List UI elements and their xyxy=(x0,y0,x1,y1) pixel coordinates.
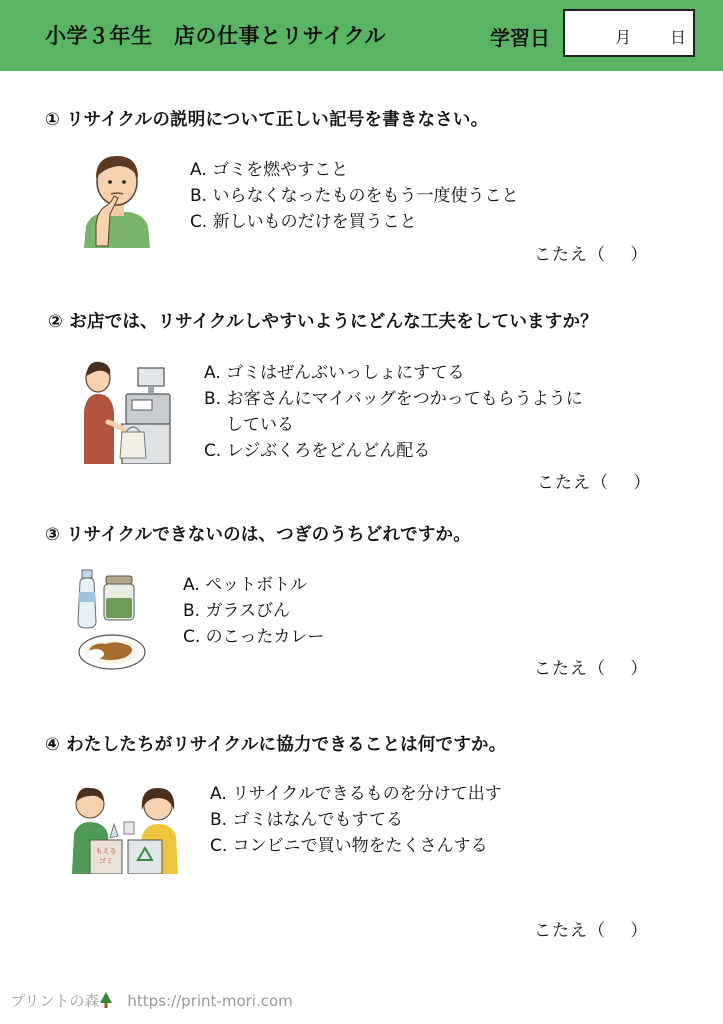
option-a: A. ペットボトル xyxy=(183,575,308,595)
question-4-answer[interactable]: こたえ（ ） xyxy=(534,921,649,941)
option-b: B. ガラスびん xyxy=(183,601,290,621)
svg-text:もえる: もえる xyxy=(95,847,117,855)
date-input-box[interactable] xyxy=(563,9,695,57)
question-1-answer[interactable]: こたえ（ ） xyxy=(534,245,649,265)
question-2-options xyxy=(204,360,583,464)
site-url[interactable]: https://print-mori.com xyxy=(127,992,293,1010)
option-a: A. ゴミはぜんぶいっしょにすてる xyxy=(204,363,465,383)
header-bar xyxy=(0,0,723,71)
cashier-register-icon xyxy=(82,352,172,464)
day-label: 日 xyxy=(670,28,687,47)
option-c: C. のこったカレー xyxy=(183,627,325,647)
question-3-title: ③ リサイクルできないのは、つぎのうちどれですか。 xyxy=(45,525,471,545)
question-2-title: ② お店では、リサイクルしやすいようにどんな工夫をしていますか？ xyxy=(48,312,598,332)
children-sorting-trash-icon xyxy=(70,780,182,874)
option-b: B. お客さんにマイバッグをつかってもらうように xyxy=(204,389,583,409)
question-4-options xyxy=(210,781,502,859)
question-3-answer[interactable]: こたえ（ ） xyxy=(534,659,649,679)
option-c: C. 新しいものだけを買うこと xyxy=(190,212,417,232)
option-b: B. いらなくなったものをもう一度使うこと xyxy=(190,186,519,206)
date-label: 学習日 xyxy=(490,26,550,50)
option-a: A. リサイクルできるものを分けて出す xyxy=(210,784,502,804)
page-title: 小学３年生 店の仕事とリサイクル xyxy=(45,24,387,48)
question-1-title: ① リサイクルの説明について正しい記号を書きなさい。 xyxy=(45,110,489,130)
option-b: B. ゴミはなんでもすてる xyxy=(210,810,403,830)
tree-icon xyxy=(99,992,113,1008)
site-name: プリントの森 xyxy=(10,992,100,1010)
month-label: 月 xyxy=(615,28,632,47)
option-c: C. レジぶくろをどんどん配る xyxy=(204,441,431,461)
option-b-continued: している xyxy=(226,415,294,435)
question-2-answer[interactable]: こたえ（ ） xyxy=(537,473,652,493)
question-3-options xyxy=(183,572,324,650)
question-1-options xyxy=(190,157,518,235)
option-c: C. コンビニで買い物をたくさんする xyxy=(210,836,488,856)
bottle-jar-curry-icon xyxy=(76,568,148,672)
svg-text:ゴミ: ゴミ xyxy=(99,857,113,865)
option-a: A. ゴミを燃やすこと xyxy=(190,160,349,180)
footer xyxy=(10,990,293,1011)
thinking-man-icon xyxy=(80,148,154,248)
question-4-title: ④ わたしたちがリサイクルに協力できることは何ですか。 xyxy=(45,735,507,755)
